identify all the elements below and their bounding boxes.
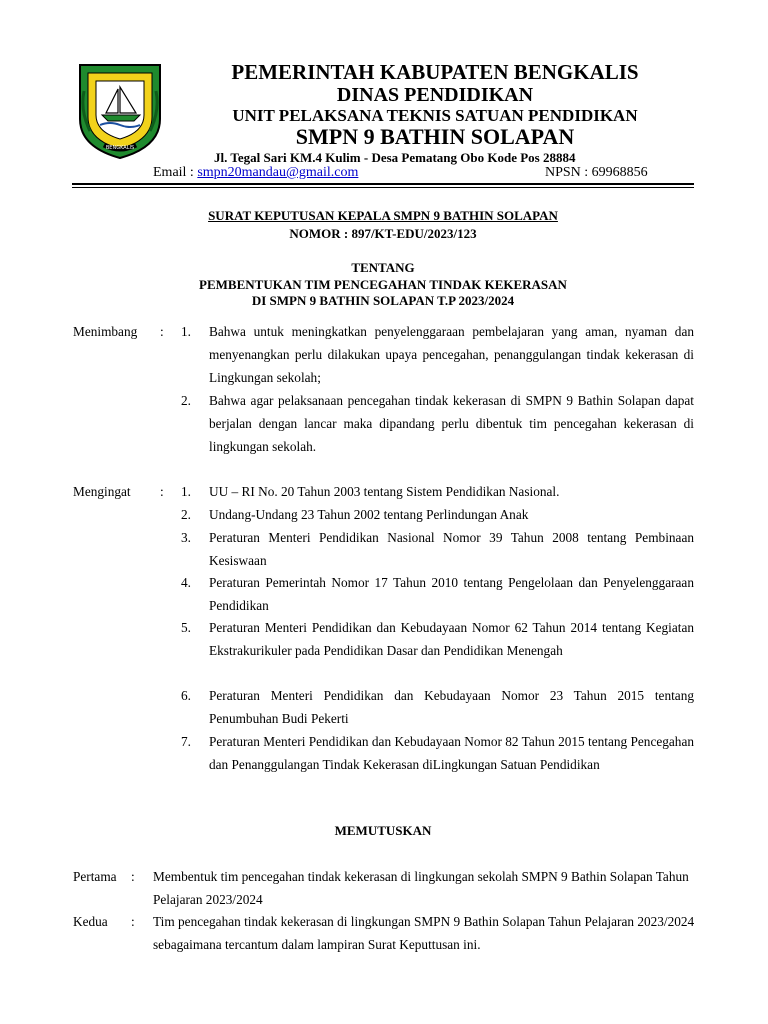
about-label: TENTANG — [351, 260, 415, 275]
regency-emblem-icon — [74, 61, 166, 161]
mengingat-num-5: 5. — [181, 620, 191, 635]
menimbang-label: Menimbang — [73, 324, 138, 339]
department-name: DINAS PENDIDIKAN — [336, 84, 534, 106]
decree-number: NOMOR : 897/KT-EDU/2023/123 — [289, 226, 477, 241]
school-address: Jl. Tegal Sari KM.4 Kulim - Desa Pematang Obo Kode Pos 28884 — [214, 150, 576, 165]
menimbang-num-1: 1. — [181, 324, 191, 339]
mengingat-label: Mengingat — [73, 484, 131, 499]
decision-label-1: Pertama — [73, 869, 117, 884]
mengingat-num-2: 2. — [181, 507, 191, 522]
email-label: Email : — [153, 165, 198, 180]
letterhead-rule — [72, 183, 694, 185]
unit-name: UNIT PELAKSANA TEKNIS SATUAN PENDIDIKAN — [232, 106, 638, 125]
mengingat-item-2: Undang-Undang 23 Tahun 2002 tentang Perlindungan Anak — [209, 507, 529, 522]
decree-subject-2: DI SMPN 9 BATHIN SOLAPAN T.P 2023/2024 — [251, 293, 515, 308]
npsn: NPSN : 69968856 — [545, 165, 648, 180]
decision-item-2: Tim pencegahan tindak kekerasan di lingkungan SMPN 9 Bathin Solapan Tahun Pelajaran 2023/2024 sebagaimana tercantum dalam lampiran Surat Keputtusan ini. — [153, 914, 695, 952]
mengingat-item-4: Peraturan Pemerintah Nomor 17 Tahun 2010 tentang Pengelolaan dan Penyelenggaraan Pendidikan — [209, 575, 694, 613]
emblem-ribbon-text: BENGKALIS — [105, 145, 135, 151]
menimbang-item-1: Bahwa untuk meningkatkan penyelenggaraan pembelajaran yang aman, nyaman dan menyenangkan perlu dilakukan upaya pencegahan, penanggulangan tindak kekerasan di Lingkungan sekolah; — [209, 324, 694, 385]
decision-item-1: Membentuk tim pencegahan tindak kekerasan di lingkungan sekolah SMPN 9 Bathin Solapan Tahun Pelajaran 2023/2024 — [153, 869, 689, 907]
email-link[interactable]: smpn20mandau@gmail.com — [197, 165, 359, 180]
email-row — [153, 165, 358, 181]
mengingat-item-3: Peraturan Menteri Pendidikan Nasional Nomor 39 Tahun 2008 tentang Pembinaan Kesiswaan — [209, 530, 694, 568]
decision-colon-1: : — [131, 869, 135, 884]
mengingat-colon: : — [160, 484, 164, 499]
mengingat-num-4: 4. — [181, 575, 191, 590]
mengingat-item-5: Peraturan Menteri Pendidikan dan Kebudayaan Nomor 62 Tahun 2014 tentang Kegiatan Ekstrakurikuler pada Pendidikan Dasar dan Pendidikan Menengah — [209, 620, 694, 658]
decision-label-2: Kedua — [73, 914, 108, 929]
mengingat-item-6: Peraturan Menteri Pendidikan dan Kebudayaan Nomor 23 Tahun 2015 tentang Penumbuhan Budi Pekerti — [209, 688, 694, 726]
decision-heading: MEMUTUSKAN — [334, 823, 432, 838]
mengingat-num-3: 3. — [181, 530, 191, 545]
menimbang-colon: : — [160, 324, 164, 339]
mengingat-num-1: 1. — [181, 484, 191, 499]
mengingat-num-6: 6. — [181, 688, 191, 703]
menimbang-item-2: Bahwa agar pelaksanaan pencegahan tindak kekerasan di SMPN 9 Bathin Solapan dapat berjalan dengan lancar maka dipandang perlu dibentuk tim pencegahan kekerasan di lingkungan sekolah. — [209, 393, 694, 454]
decree-title: SURAT KEPUTUSAN KEPALA SMPN 9 BATHIN SOLAPAN — [208, 208, 558, 223]
decree-subject-1: PEMBENTUKAN TIM PENCEGAHAN TINDAK KEKERASAN — [199, 277, 567, 292]
decision-colon-2: : — [131, 914, 135, 929]
school-name: SMPN 9 BATHIN SOLAPAN — [295, 124, 575, 149]
government-name: PEMERINTAH KABUPATEN BENGKALIS — [231, 60, 639, 84]
letterhead-rule-thin — [72, 187, 694, 188]
mengingat-num-7: 7. — [181, 734, 191, 749]
mengingat-item-7: Peraturan Menteri Pendidikan dan Kebudayaan Nomor 82 Tahun 2015 tentang Pencegahan dan Penanggulangan Tindak Kekerasan diLingkungan Satuan Pendidikan — [209, 734, 694, 772]
menimbang-num-2: 2. — [181, 393, 191, 408]
mengingat-item-1: UU – RI No. 20 Tahun 2003 tentang Sistem Pendidikan Nasional. — [209, 484, 560, 499]
